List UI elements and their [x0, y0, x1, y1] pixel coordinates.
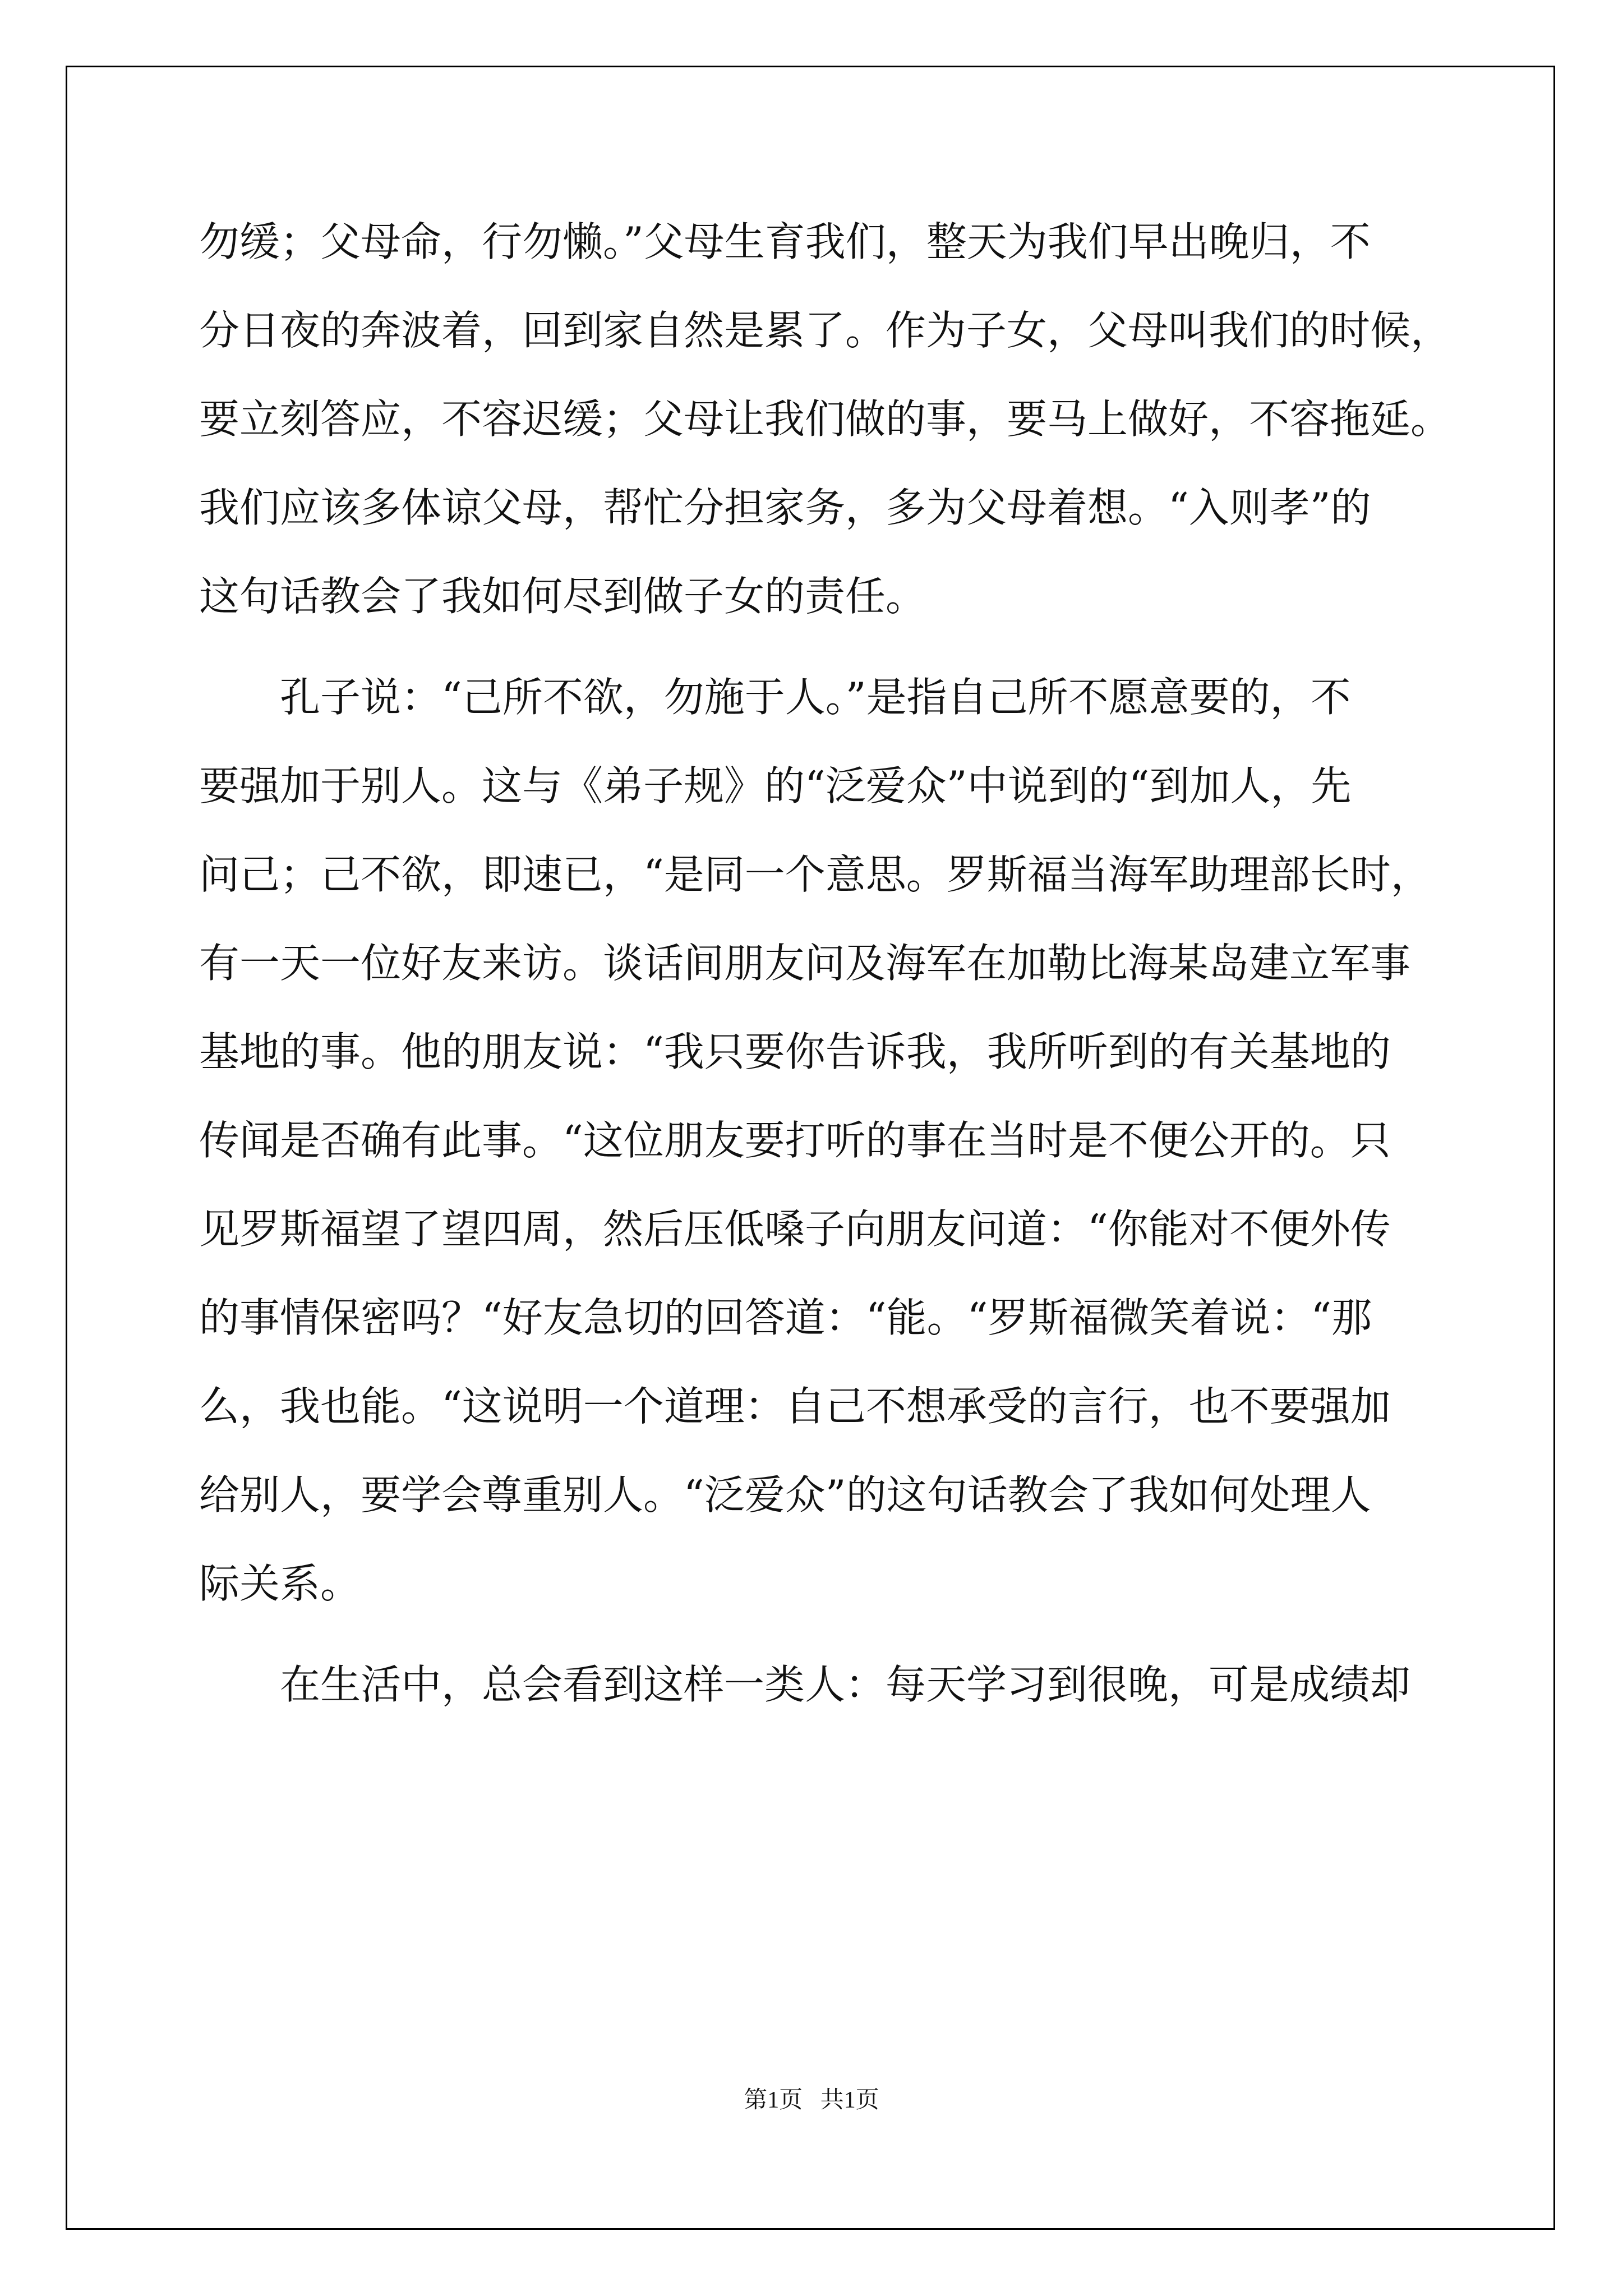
text-line: 要强加于别人。这与《弟子规》的“泛爱众”中说到的“到加人，先 — [199, 762, 1352, 809]
text-line: 际关系。 — [199, 1560, 361, 1607]
text-line: 有一天一位好友来访。谈话间朋友问及海军在加勒比海某岛建立军事 — [199, 940, 1411, 987]
text-line: 孔子说：“己所不欲，勿施于人。”是指自己所不愿意要的，不 — [199, 674, 1351, 721]
text-line: 传闻是否确有此事。“这位朋友要打听的事在当时是不便公开的。只 — [199, 1117, 1391, 1164]
text-line: 见罗斯福望了望四周，然后压低嗓子向朋友问道：“你能对不便外传 — [199, 1205, 1391, 1253]
text-line: 分日夜的奔波着，回到家自然是累了。作为子女，父母叫我们的时候， — [199, 307, 1451, 354]
paragraph-gap — [199, 641, 1467, 653]
paragraph — [199, 197, 1467, 641]
text-line: 勿缓；父母命，行勿懒。”父母生育我们，整天为我们早出晚归，不 — [199, 218, 1371, 265]
document-body — [199, 197, 1467, 1729]
text-line: 在生活中，总会看到这样一类人：每天学习到很晚，可是成绩却 — [199, 1661, 1411, 1708]
paragraph — [199, 1640, 1467, 1729]
text-line: 这句话教会了我如何尽到做子女的责任。 — [199, 573, 926, 620]
text-line: 么，我也能。“这说明一个道理：自己不想承受的言行，也不要强加 — [199, 1383, 1391, 1430]
paragraph — [199, 653, 1467, 1628]
paragraph-gap — [199, 1628, 1467, 1640]
text-line: 我们应该多体谅父母，帮忙分担家务，多为父母着想。“入则孝”的 — [199, 484, 1371, 531]
text-line: 问己；己不欲，即速已，“是同一个意思。罗斯福当海军助理部长时， — [199, 851, 1431, 898]
text-line: 给别人，要学会尊重别人。“泛爱众”的这句话教会了我如何处理人 — [199, 1471, 1371, 1519]
text-line: 基地的事。他的朋友说：“我只要你告诉我，我所听到的有关基地的 — [199, 1028, 1391, 1075]
page-number-footer: 第1页 共1页 — [744, 2087, 879, 2113]
text-line: 要立刻答应，不容迟缓；父母让我们做的事，要马上做好，不容拖延。 — [199, 395, 1451, 443]
text-line: 的事情保密吗？“好友急切的回答道：“能。“罗斯福微笑着说：“那 — [199, 1294, 1372, 1341]
